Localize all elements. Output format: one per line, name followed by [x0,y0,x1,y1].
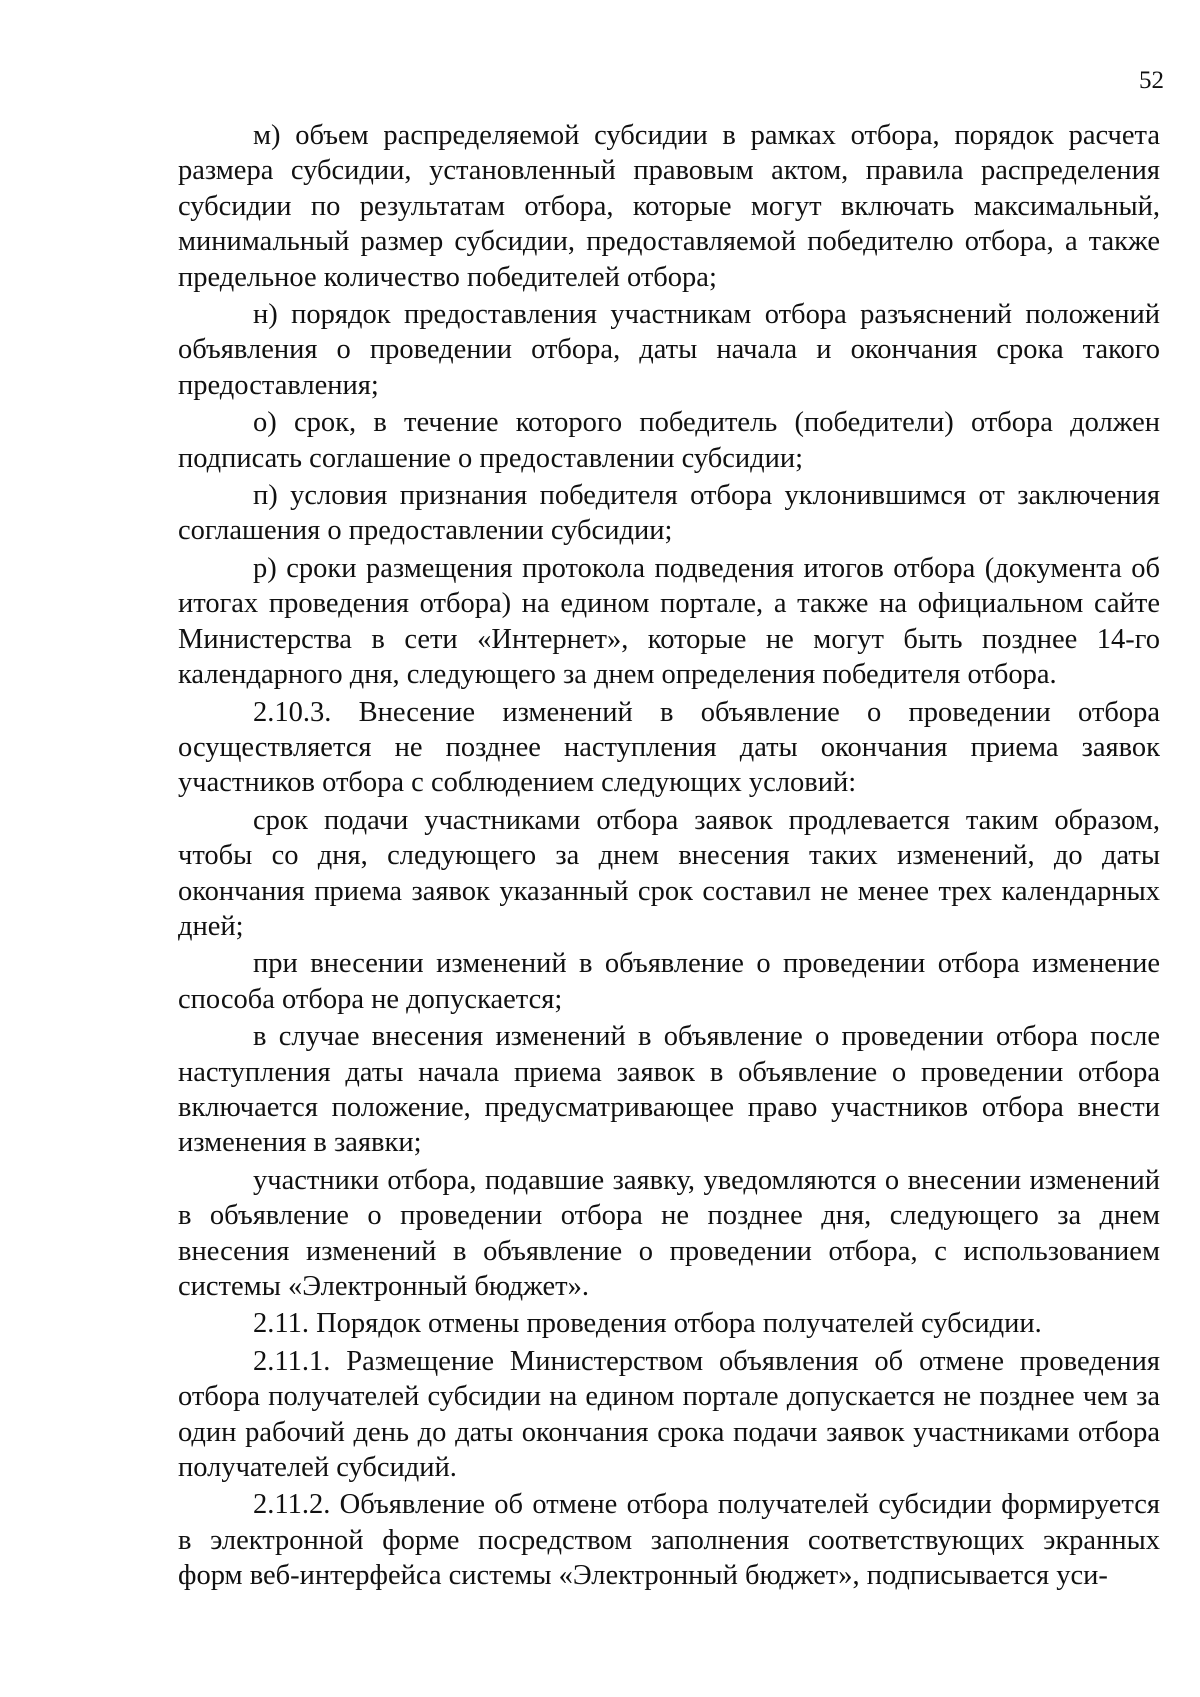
paragraph-m: м) объем распределяемой субсидии в рамках отбора, порядок расчета размера субсидии, установленный правовым актом, правила распределения субсидии по результатам отбора, которые могут включать максимальный, минимальный размер субсидии, предоставляемой победителю отбора, а также предельное количество победителей отбора; [178,120,1160,293]
page-number: 52 [1139,67,1164,94]
paragraph-2-11-2: 2.11.2. Объявление об отмене отбора получателей субсидии формируется в электронной форме посредством заполнения соответствующих экранных форм веб-интерфейса системы «Электронный бюджет», подписывается уси- [178,1489,1160,1592]
paragraph-condition-2: при внесении изменений в объявление о проведении отбора изменение способа отбора не допускается; [178,948,1160,1015]
paragraph-condition-1: срок подачи участниками отбора заявок продлевается таким образом, чтобы со дня, следующего за днем внесения таких изменений, до даты окончания приема заявок указанный срок составил не менее трех календарных дней; [178,804,1160,942]
paragraph-condition-3: в случае внесения изменений в объявление о проведении отбора после наступления даты начала приема заявок в объявление о проведении отбора включается положение, предусматривающее право участников отбора внести изменения в заявки; [178,1021,1160,1159]
paragraph-condition-4: участники отбора, подавшие заявку, уведомляются о внесении изменений в объявление о проведении отбора не позднее дня, следующего за днем внесения изменений в объявление о проведении отбора, с использованием системы «Электронный бюджет». [178,1164,1160,1302]
paragraph-o: о) срок, в течение которого победитель (победители) отбора должен подписать соглашение о предоставлении субсидии; [178,407,1160,474]
paragraph-2-11: 2.11. Порядок отмены проведения отбора получателей субсидии. [253,1308,1042,1340]
paragraph-2-11-1: 2.11.1. Размещение Министерством объявления об отмене проведения отбора получателей субсидии на едином портале допускается не позднее чем за один рабочий день до даты окончания срока подачи заявок участниками отбора получателей субсидий. [178,1345,1160,1484]
paragraph-2-10-3: 2.10.3. Внесение изменений в объявление о проведении отбора осуществляется не позднее наступления даты окончания приема заявок участников отбора с соблюдением следующих условий: [178,696,1160,799]
paragraph-n: н) порядок предоставления участникам отбора разъяснений положений объявления о проведении отбора, даты начала и окончания срока такого предоставления; [178,299,1160,401]
paragraph-p: п) условия признания победителя отбора уклонившимся от заключения соглашения о предоставлении субсидии; [178,480,1160,547]
document-body [178,118,1160,1596]
paragraph-r: р) сроки размещения протокола подведения итогов отбора (документа об итогах проведения отбора) на едином портале, а также на официальном сайте Министерства в сети «Интернет», которые не могут быть позднее 14-го календарного дня, следующего за днем определения победителя отбора. [178,552,1160,691]
